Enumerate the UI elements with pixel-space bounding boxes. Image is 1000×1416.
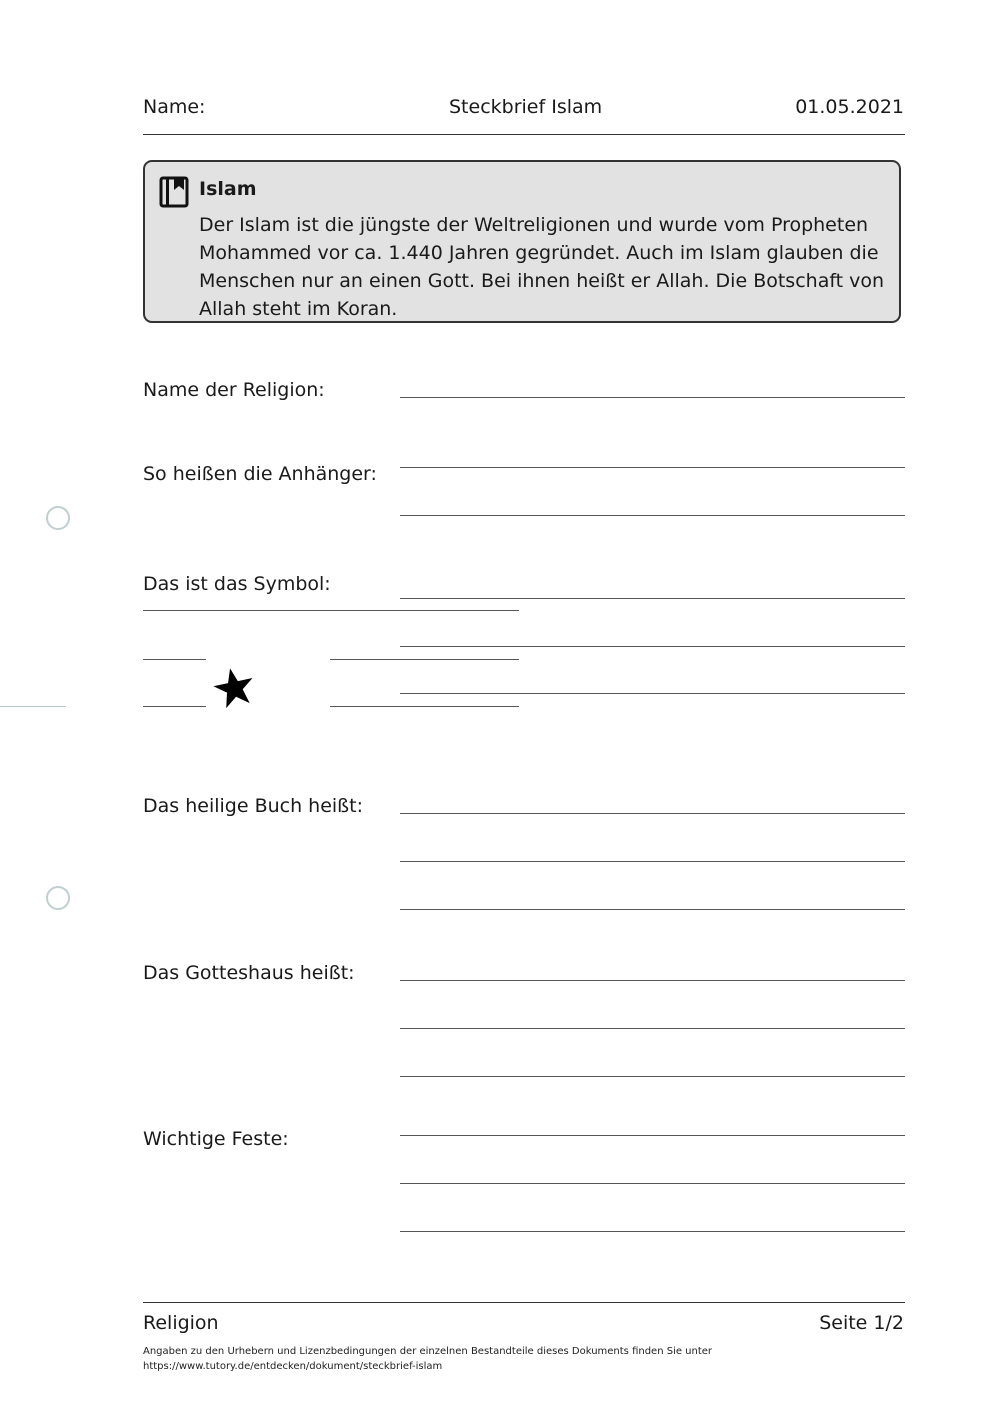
info-box-text <box>199 211 889 323</box>
punch-hole-bottom <box>46 886 70 910</box>
answer-line[interactable] <box>400 909 905 910</box>
answer-line[interactable] <box>400 397 905 398</box>
answer-line[interactable] <box>400 1231 905 1232</box>
credits-url[interactable]: https://www.tutory.de/entdecken/dokument/steckbrief-islam <box>143 1361 443 1372</box>
info-line: Allah steht im Koran. <box>199 298 398 320</box>
field-label-followers: So heißen die Anhänger: <box>143 463 377 485</box>
field-label-festivals: Wichtige Feste: <box>143 1128 289 1150</box>
field-label-religion: Name der Religion: <box>143 379 325 401</box>
crescent-star-icon <box>206 634 330 760</box>
name-label: Name: <box>143 96 206 118</box>
punch-hole-top <box>46 506 70 530</box>
answer-line[interactable] <box>400 1135 905 1136</box>
answer-line[interactable] <box>400 693 905 694</box>
answer-line[interactable] <box>400 980 905 981</box>
drawing-line[interactable] <box>143 610 519 611</box>
drawing-line[interactable] <box>330 659 519 660</box>
info-box-title: Islam <box>199 178 257 200</box>
answer-line[interactable] <box>400 515 905 516</box>
answer-line[interactable] <box>400 646 905 647</box>
drawing-line[interactable] <box>143 706 206 707</box>
answer-line[interactable] <box>400 813 905 814</box>
fold-mark <box>0 706 66 707</box>
page-title: Steckbrief Islam <box>449 96 603 118</box>
answer-line[interactable] <box>400 861 905 862</box>
info-box <box>143 160 901 323</box>
header-rule <box>143 134 905 135</box>
page-number: Seite 1/2 <box>819 1312 904 1334</box>
footer-rule <box>143 1302 905 1303</box>
field-label-house-of-god: Das Gotteshaus heißt: <box>143 962 355 984</box>
credits <box>143 1344 712 1374</box>
info-line: Menschen nur an einen Gott. Bei ihnen heißt er Allah. Die Botschaft von <box>199 270 885 292</box>
drawing-line[interactable] <box>330 706 519 707</box>
drawing-line[interactable] <box>143 659 206 660</box>
footer-subject: Religion <box>143 1312 219 1334</box>
answer-line[interactable] <box>400 467 905 468</box>
info-line: Der Islam ist die jüngste der Weltreligionen und wurde vom Propheten <box>199 214 869 236</box>
answer-line[interactable] <box>400 1183 905 1184</box>
info-line: Mohammed vor ca. 1.440 Jahren gegründet. Auch im Islam glauben die <box>199 242 879 264</box>
field-label-holy-book: Das heilige Buch heißt: <box>143 795 364 817</box>
answer-line[interactable] <box>400 1076 905 1077</box>
answer-line[interactable] <box>400 598 905 599</box>
answer-line[interactable] <box>400 1028 905 1029</box>
field-label-symbol: Das ist das Symbol: <box>143 573 331 595</box>
date: 01.05.2021 <box>795 96 904 118</box>
credits-text: Angaben zu den Urhebern und Lizenzbedingungen der einzelnen Bestandteile dieses Dokuments finden Sie unter <box>143 1346 713 1357</box>
book-icon <box>159 176 189 208</box>
